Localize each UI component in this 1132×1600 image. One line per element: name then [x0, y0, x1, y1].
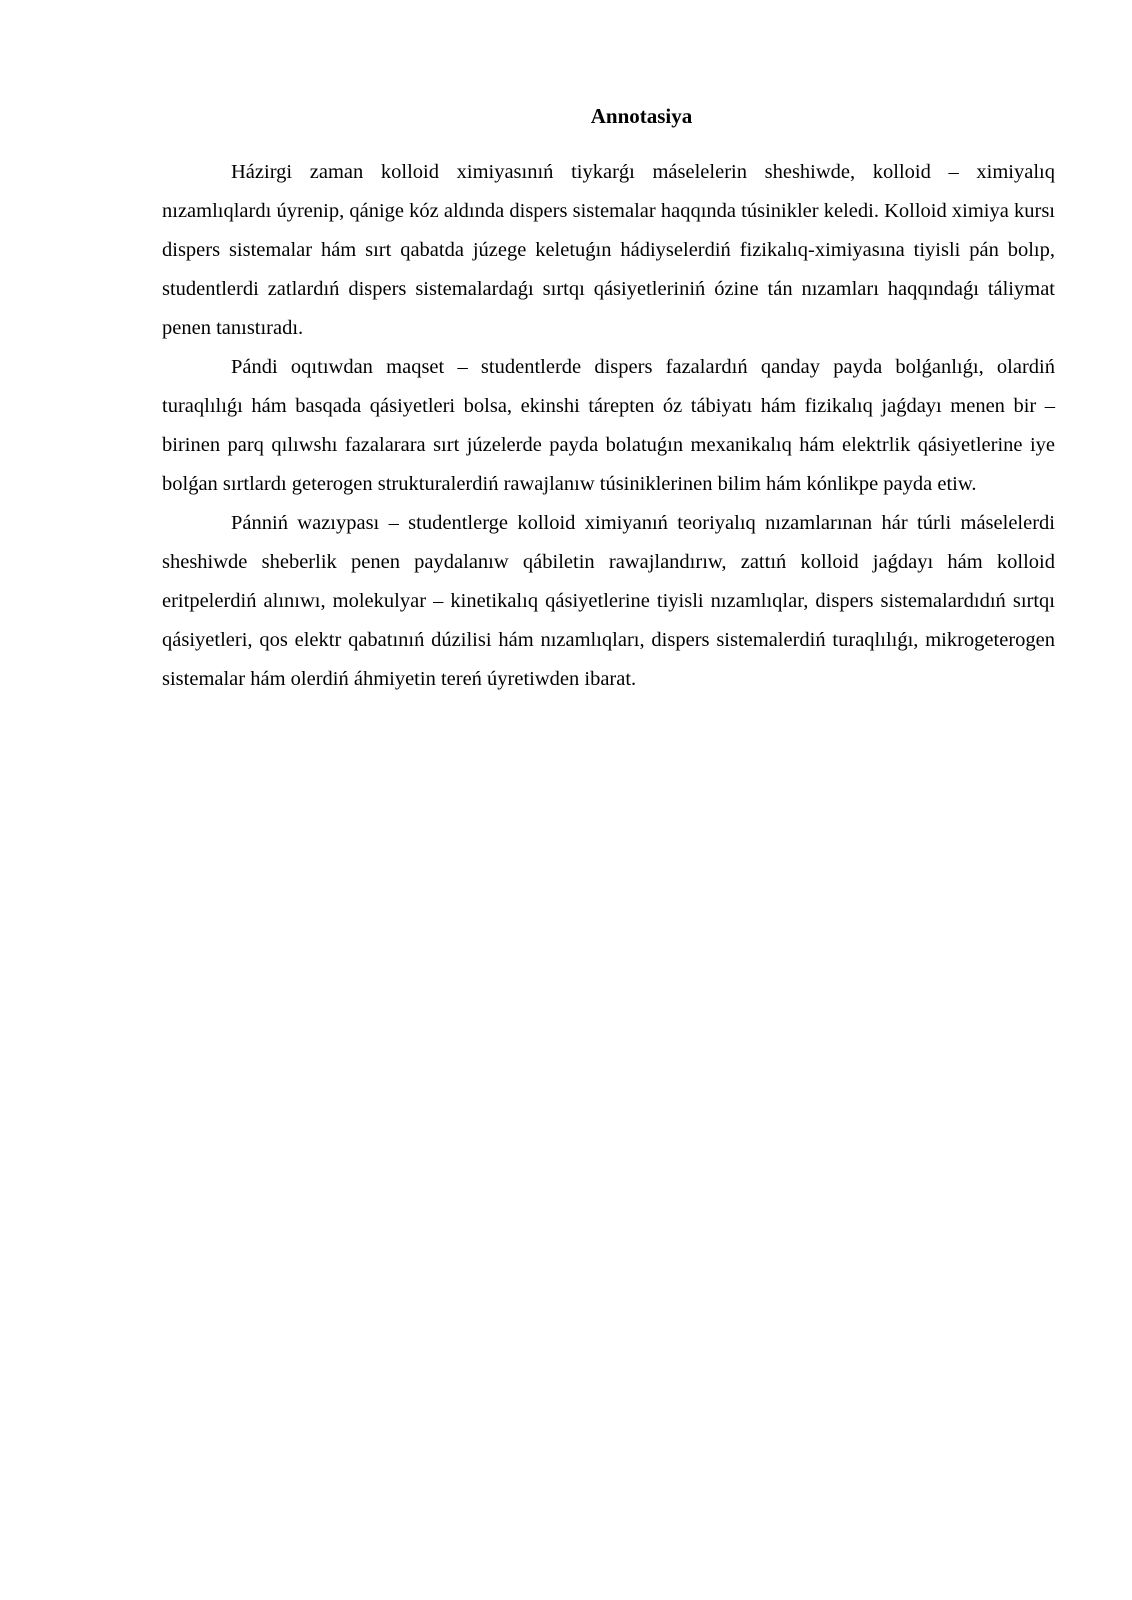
annotation-body: [162, 153, 1055, 699]
document-title: Annotasiya: [590, 104, 693, 128]
paragraph: Pándi oqıtıwdan maqset – studentlerde dispers fazalardıń qanday payda bolǵanlıǵı, olardiń turaqlılıǵı hám basqada qásiyetleri bolsa, ekinshi tárepten óz tábiyatı hám fizikalıq jaǵdayı menen bir – birinen parq qılıwshı fazalarara sırt júzelerde payda bolatuǵın mexanikalıq hám elektrlik qásiyetlerine iye bolǵan sırtlardı geterogen strukturalerdiń rawajlanıw túsiniklerinen bilim hám kónlikpe payda etiw.: [162, 356, 1055, 495]
paragraph: Házirgi zaman kolloid ximiyasınıń tiykarǵı máselelerin sheshiwde, kolloid – ximiyalıq nızamlıqlardı úyrenip, qánige kóz aldında dispers sistemalar haqqında túsinikler keledi. Kolloid ximiya kursı dispers sistemalar hám sırt qabatda júzege keletuǵın hádiyselerdiń fizikalıq-ximiyasına tiyisli pán bolıp, studentlerdi zatlardıń dispers sistemalardaǵı sırtqı qásiyetleriniń ózine tán nızamları haqqındaǵı táliymat penen tanıstıradı.: [162, 161, 1055, 339]
paragraph: Pánniń wazıypası – studentlerge kolloid ximiyanıń teoriyalıq nızamlarınan hár túrli máselelerdi sheshiwde sheberlik penen paydalanıw qábiletin rawajlandırıw, zattıń kolloid jaǵdayı hám kolloid eritpelerdiń alınıwı, molekulyar – kinetikalıq qásiyetlerine tiyisli nızamlıqlar, dispers sistemalardıdıń sırtqı qásiyetleri, qos elektr qabatınıń dúzilisi hám nızamlıqları, dispers sistemalerdiń turaqlılıǵı, mikrogeterogen sistemalar hám olerdiń áhmiyetin tereń úyretiwden ibarat.: [162, 512, 1055, 690]
